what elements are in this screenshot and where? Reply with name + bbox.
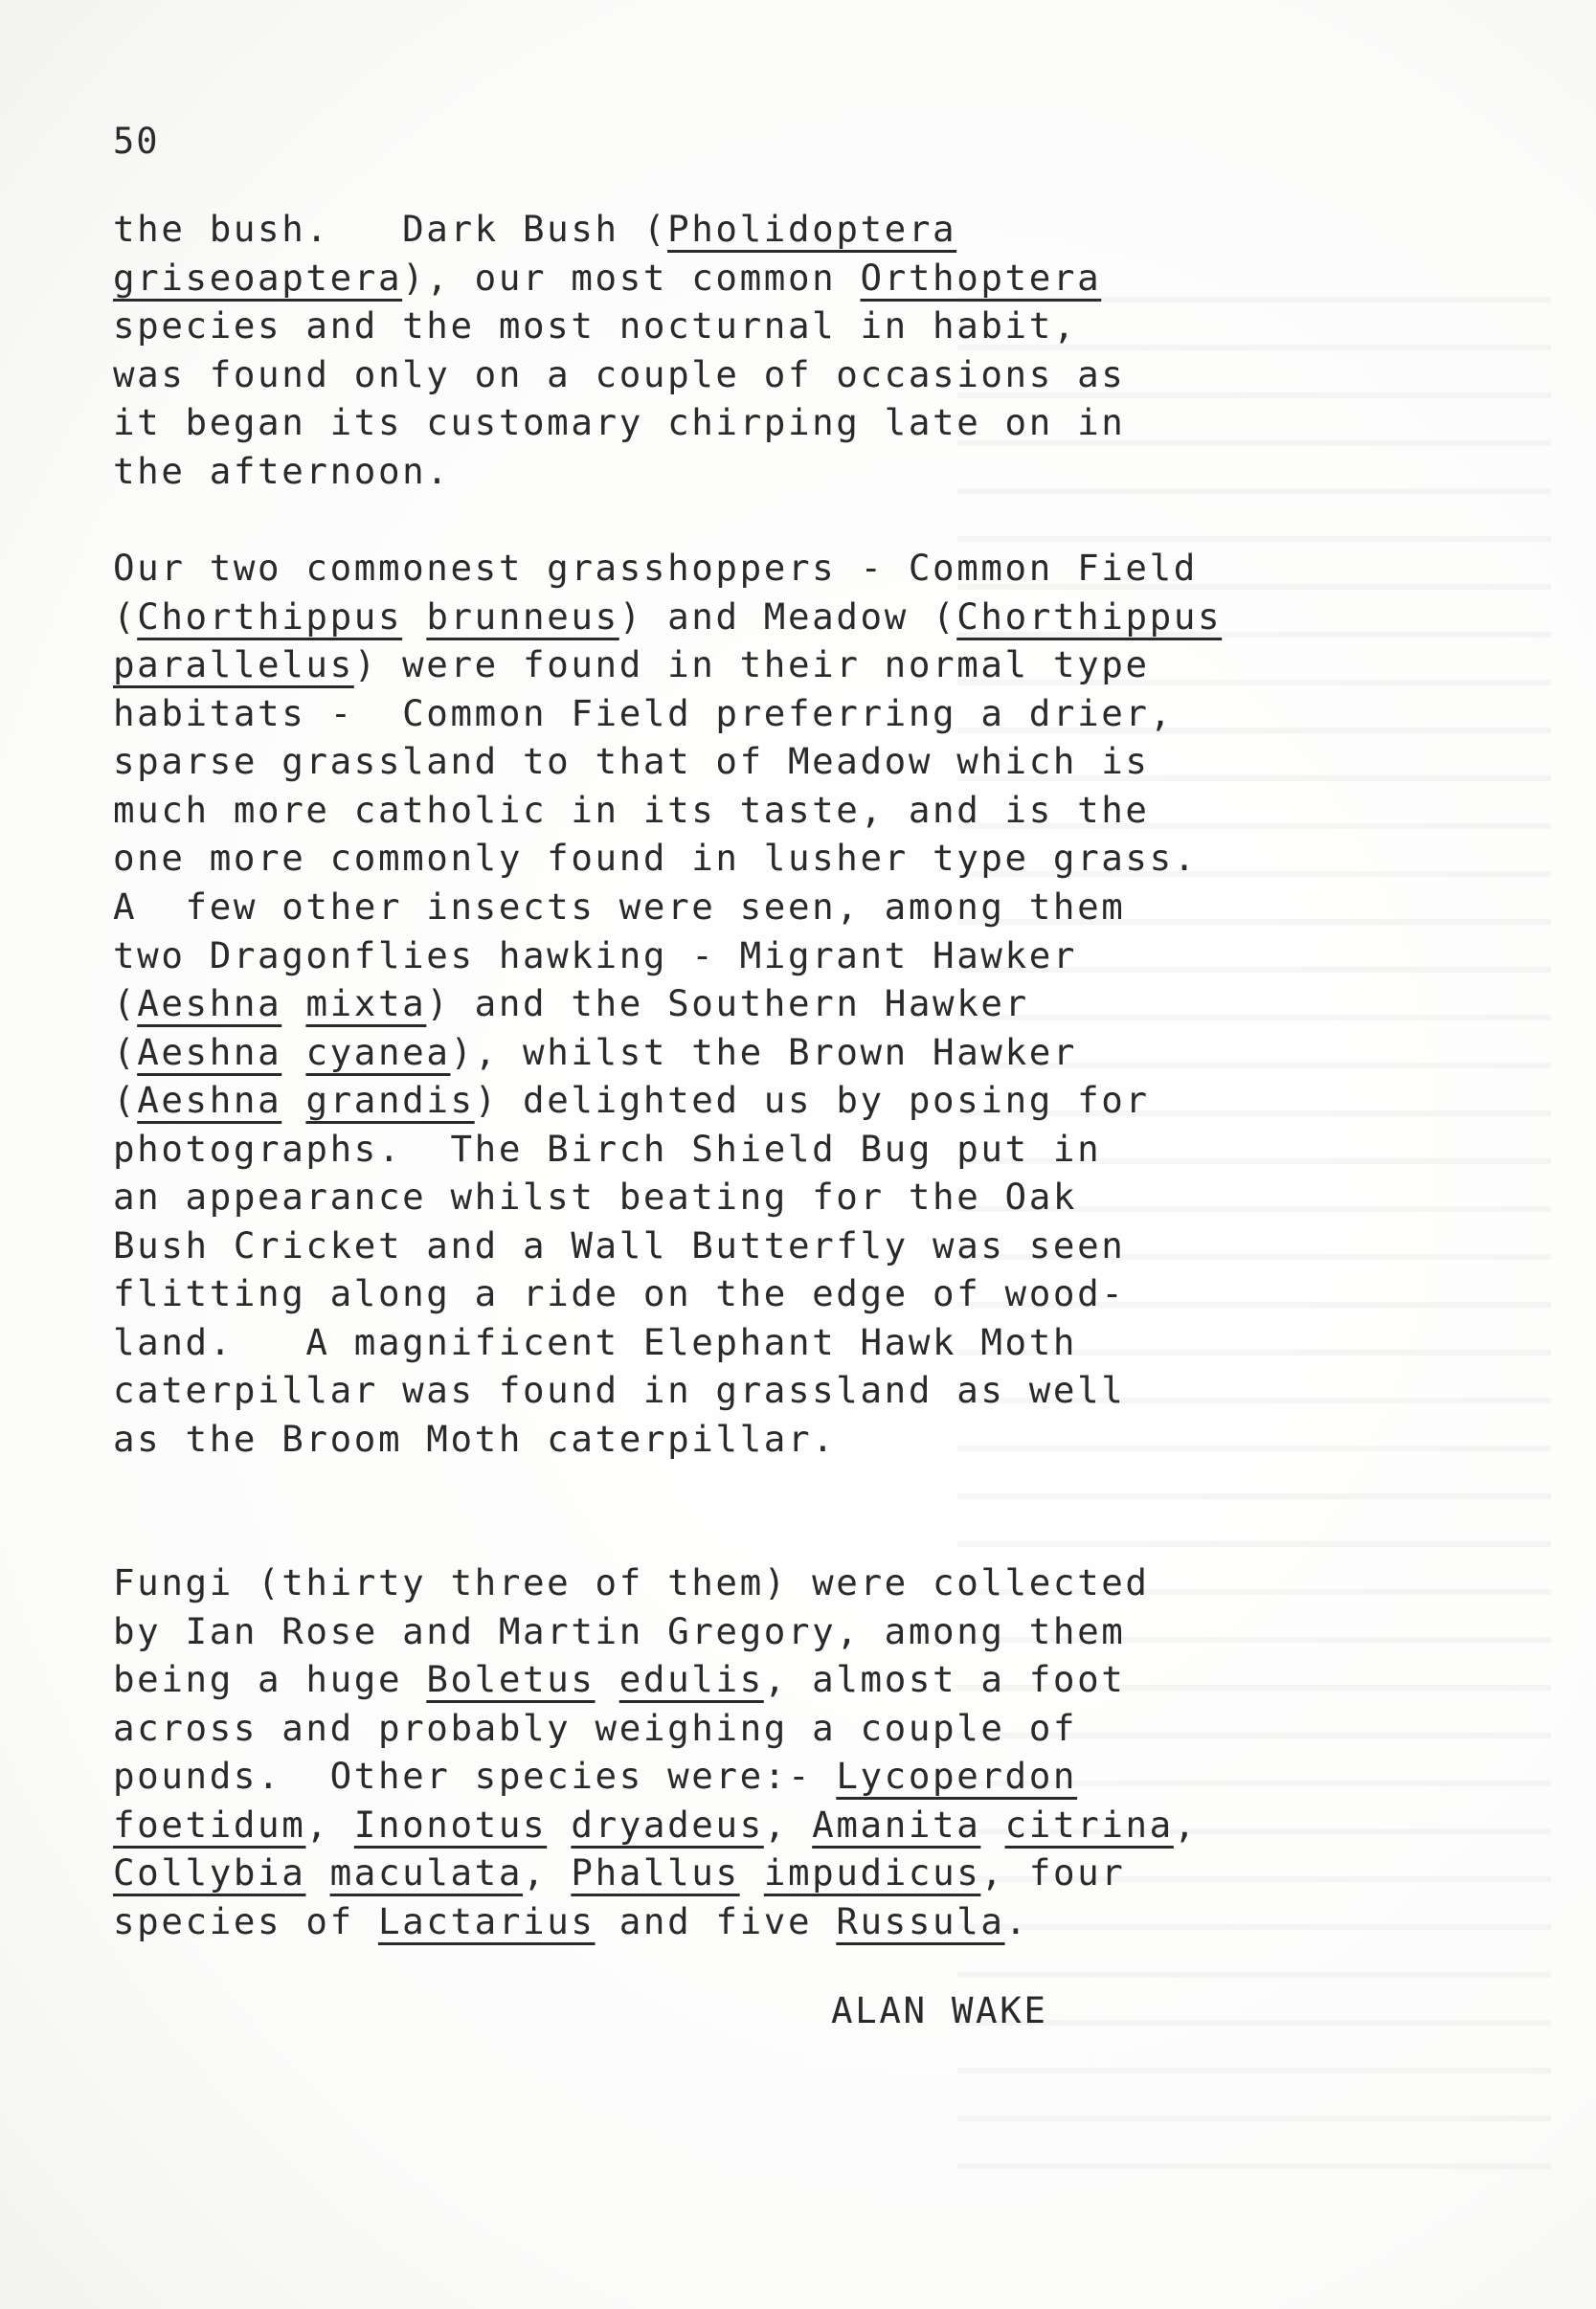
text-line [113,1849,1434,1897]
text-line [113,1655,1434,1704]
text-line [113,254,1434,303]
paragraph-other-insects [113,883,1434,1463]
text-run: species and the most nocturnal in habit, [113,304,1078,347]
text-run [281,982,305,1024]
text-run: ( [113,1030,138,1073]
text-run: sparse grassland to that of Meadow which is [113,740,1150,782]
text-line [113,544,1434,593]
text-run: Fungi (thirty three of them) were collected [113,1561,1150,1603]
species-name: Phallus [571,1851,740,1894]
species-name: impudicus [763,1851,981,1894]
species-name: citrina [1004,1803,1174,1846]
text-line [113,350,1434,399]
text-run: Our two commonest grasshoppers - Common Field [113,547,1198,589]
text-line [113,1125,1434,1174]
text-line [113,1607,1434,1656]
species-name: brunneus [426,594,619,638]
text-line [113,1558,1434,1607]
text-run [740,1851,764,1894]
text-line [113,1076,1434,1125]
text-line [113,1897,1434,1946]
species-name: Russula [836,1899,1005,1942]
text-line [113,931,1434,980]
text-run: ) and the Southern Hawker [426,982,1029,1024]
text-run: being a huge [113,1658,427,1700]
species-name: Aeshna [137,1079,282,1121]
text-line [113,640,1434,689]
species-name: griseoaptera [113,256,403,299]
text-run: Bush Cricket and a Wall Butterfly was seen [113,1223,1126,1267]
text-run: flitting along a ride on the edge of wood- [113,1272,1126,1314]
text-run: two Dragonflies hawking - Migrant Hawker [113,933,1078,976]
text-run: ), whilst the Brown Hawker [450,1030,1078,1073]
species-name: Amanita [812,1803,981,1846]
text-run: caterpillar was found in grassland as well [113,1369,1126,1411]
text-run: , [305,1803,354,1846]
paragraph-grasshoppers [113,544,1434,883]
text-run: the afternoon. [113,449,451,492]
species-name: cyanea [305,1030,451,1073]
text-run [596,1658,619,1700]
author-signature: ALAN WAKE [831,1989,1048,2031]
text-line [113,1366,1434,1415]
text-run [980,1804,1004,1846]
text-run: across and probably weighing a couple of [113,1706,1078,1749]
text-run: ( [113,594,138,638]
text-line [113,1318,1434,1367]
text-run [305,1851,329,1894]
text-run: ( [113,1079,138,1121]
species-name: Chorthippus [137,594,403,638]
text-run: as the Broom Moth caterpillar. [113,1417,837,1460]
species-name: Boletus [426,1658,596,1700]
species-name: parallelus [113,643,354,685]
species-name: Inonotus [353,1803,548,1846]
text-run [281,1031,305,1073]
text-line [113,1704,1434,1753]
species-name: Aeshna [137,982,282,1024]
text-line [113,447,1434,496]
text-run: by Ian Rose and Martin Gregory, among them [113,1609,1126,1652]
paragraph-bush-crickets [113,205,1434,495]
text-line [113,834,1434,883]
text-line [113,1222,1434,1270]
text-line [113,1415,1434,1464]
text-run: the bush. Dark Bush ( [113,208,668,250]
species-name: Chorthippus [956,594,1223,638]
text-run: ), our most common [402,256,861,299]
species-name: mixta [305,982,427,1024]
text-line [113,398,1434,447]
text-run: ) were found in their normal type [353,643,1150,685]
species-name: edulis [618,1658,764,1700]
species-name: maculata [329,1851,524,1894]
text-run: , [523,1851,572,1894]
text-run: it began its customary chirping late on in [113,401,1126,443]
text-run: , [763,1803,813,1846]
text-run: much more catholic in its taste, and is the [113,788,1150,831]
species-name: Lycoperdon [836,1755,1078,1797]
text-line [113,593,1434,641]
text-line [113,1173,1434,1222]
text-run: was found only on a couple of occasions as [113,352,1126,395]
text-run: and five [595,1899,837,1942]
text-run [281,1079,305,1121]
species-name: Collybia [113,1851,306,1894]
text-run: species of [113,1899,378,1942]
text-run: an appearance whilst beating for the Oak [113,1176,1078,1218]
text-line [113,1028,1434,1077]
text-run: A few other insects were seen, among them [113,885,1126,928]
species-name: Lactarius [377,1899,596,1942]
text-line [113,302,1434,350]
text-run [402,595,426,638]
text-line [113,689,1434,738]
text-line [113,205,1434,254]
text-run: ( [113,982,138,1024]
species-name: Pholidoptera [667,208,957,250]
text-line [113,979,1434,1028]
text-run [547,1804,571,1846]
text-run: ) delighted us by posing for [474,1079,1150,1121]
text-run: land. A magnificent Elephant Hawk Moth [113,1320,1078,1363]
page-number: 50 [113,121,160,162]
text-run: . [1004,1899,1029,1942]
text-line [113,1752,1434,1801]
text-line [113,786,1434,835]
text-line [113,1801,1434,1849]
species-name: foetidum [113,1803,306,1846]
text-run: habitats - Common Field preferring a drier, [113,691,1174,734]
paragraph-fungi [113,1558,1434,1945]
text-line [113,737,1434,786]
text-run: , almost a foot [763,1658,1126,1700]
text-run: , four [980,1851,1126,1894]
text-run: ) and Meadow ( [618,594,957,638]
text-run: one more commonly found in lusher type grass. [113,837,1198,879]
species-name: Aeshna [137,1030,282,1073]
text-line [113,1269,1434,1318]
text-run: pounds. Other species were:- [113,1755,837,1797]
text-run: , [1173,1803,1199,1846]
species-name: grandis [305,1079,475,1121]
species-name: Orthoptera [860,256,1102,299]
text-line [113,883,1434,931]
species-name: dryadeus [571,1803,764,1846]
text-run: photographs. The Birch Shield Bug put in [113,1127,1102,1170]
